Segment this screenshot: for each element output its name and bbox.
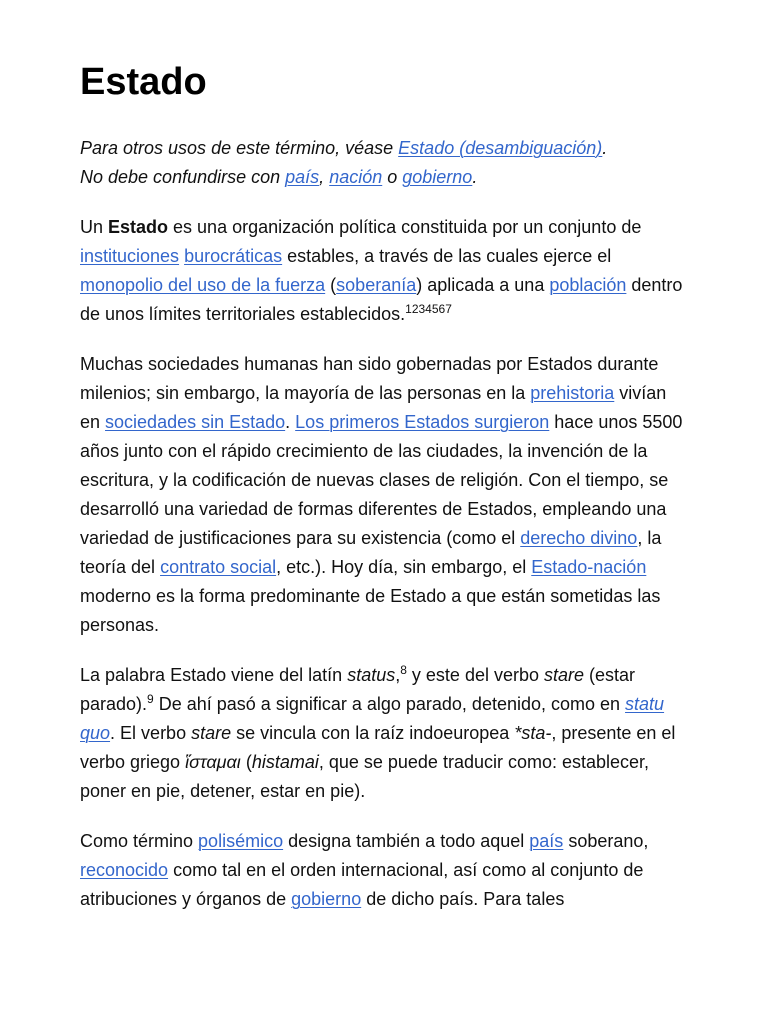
link-prehistoria[interactable]: prehistoria bbox=[530, 383, 615, 403]
text: soberano, bbox=[563, 831, 649, 851]
link-reconocido[interactable]: reconocido bbox=[80, 860, 169, 880]
link-soberania[interactable]: soberanía bbox=[336, 275, 417, 295]
text: y este del verbo bbox=[406, 665, 544, 685]
text: Muchas sociedades humanas han sido gobernadas por Estados durante milenios; sin embargo, la mayoría de las personas en la bbox=[80, 354, 659, 403]
text: , que se puede traducir como: establecer, poner en pie, detener, estar en pie). bbox=[80, 752, 650, 801]
paragraph-definition bbox=[80, 213, 688, 329]
text: . El verbo bbox=[110, 723, 192, 743]
text: se vincula con la raíz indoeuropea bbox=[231, 723, 515, 743]
text: De ahí pasó a significar a algo parado, detenido, como en bbox=[153, 694, 626, 714]
link-pais-soberano[interactable]: país bbox=[529, 831, 564, 851]
text: de dicho país. Para tales bbox=[361, 889, 565, 909]
hatnote-text: No debe confundirse con bbox=[80, 167, 286, 187]
hatnote bbox=[80, 134, 688, 192]
link-monopolio-fuerza[interactable]: monopolio del uso de la fuerza bbox=[80, 275, 326, 295]
italic-term: *sta- bbox=[514, 723, 552, 743]
text: ( bbox=[240, 752, 252, 772]
text: moderno es la forma predominante de Estado a que están sometidas las personas. bbox=[80, 586, 661, 635]
link-derecho-divino[interactable]: derecho divino bbox=[520, 528, 638, 548]
bold-term: Estado bbox=[108, 217, 169, 237]
text: ( bbox=[325, 275, 337, 295]
hatnote-text: Para otros usos de este término, véase bbox=[80, 138, 399, 158]
link-instituciones[interactable]: instituciones bbox=[80, 246, 180, 266]
italic-term: status bbox=[347, 665, 396, 685]
text: es una organización política constituida por un conjunto de bbox=[168, 217, 642, 237]
link-polisemico[interactable]: polisémico bbox=[198, 831, 284, 851]
text: , bbox=[395, 665, 401, 685]
page-title: Estado bbox=[80, 61, 207, 103]
link-poblacion[interactable]: población bbox=[549, 275, 627, 295]
italic-term: stare bbox=[544, 665, 585, 685]
text: , presente en el verbo griego bbox=[80, 723, 676, 772]
reference-superscript[interactable]: 8 bbox=[400, 663, 407, 677]
hatnote-text: . bbox=[472, 167, 478, 187]
link-estado-nacion[interactable]: Estado-nación bbox=[531, 557, 647, 577]
link-gobierno[interactable]: gobierno bbox=[402, 167, 473, 187]
text: Como término bbox=[80, 831, 199, 851]
text: Un bbox=[80, 217, 109, 237]
hatnote-text: , bbox=[319, 167, 330, 187]
text: , etc.). Hoy día, sin embargo, el bbox=[276, 557, 532, 577]
text: , la teoría del bbox=[80, 528, 662, 577]
link-pais[interactable]: país bbox=[285, 167, 320, 187]
link-burocraticas[interactable]: burocráticas bbox=[184, 246, 283, 266]
text: designa también a todo aquel bbox=[283, 831, 530, 851]
text: hace unos 5500 años junto con el rápido crecimiento de las ciudades, la invención de la escritura, y la codificación de nuevas clases de religión. Con el tiempo, se desarrolló una variedad de formas diferentes de Estados, empleando una variedad de justificaciones para su existencia (como el bbox=[80, 412, 683, 548]
text: (estar parado). bbox=[80, 665, 636, 714]
link-statu-quo[interactable]: statu quo bbox=[80, 694, 665, 743]
link-sociedades-sin-estado[interactable]: sociedades sin Estado bbox=[105, 412, 286, 432]
text: estables, a través de las cuales ejerce el bbox=[282, 246, 612, 266]
link-primeros-estados[interactable]: Los primeros Estados surgieron bbox=[295, 412, 550, 432]
reference-superscript[interactable]: 9 bbox=[147, 692, 154, 706]
reference-superscript[interactable]: 1234567 bbox=[405, 302, 452, 316]
text: vivían en bbox=[80, 383, 667, 432]
paragraph-history bbox=[80, 350, 688, 640]
link-gobierno-pais[interactable]: gobierno bbox=[291, 889, 362, 909]
paragraph-polysemic bbox=[80, 827, 688, 914]
hatnote-text: . bbox=[602, 138, 608, 158]
link-nacion[interactable]: nación bbox=[329, 167, 383, 187]
italic-term: stare bbox=[191, 723, 232, 743]
text: La palabra Estado viene del latín bbox=[80, 665, 348, 685]
text: como tal en el orden internacional, así como al conjunto de atribuciones y órganos de bbox=[80, 860, 644, 909]
paragraph-etymology bbox=[80, 661, 688, 806]
hatnote-text: o bbox=[382, 167, 403, 187]
text: . bbox=[285, 412, 296, 432]
link-estado-desambiguacion[interactable]: Estado (desambiguación) bbox=[398, 138, 603, 158]
italic-term: ἵσταμαι bbox=[185, 752, 241, 772]
italic-term: histamai bbox=[251, 752, 319, 772]
text: ) aplicada a una bbox=[416, 275, 550, 295]
text: dentro de unos límites territoriales establecidos. bbox=[80, 275, 683, 324]
link-contrato-social[interactable]: contrato social bbox=[160, 557, 277, 577]
